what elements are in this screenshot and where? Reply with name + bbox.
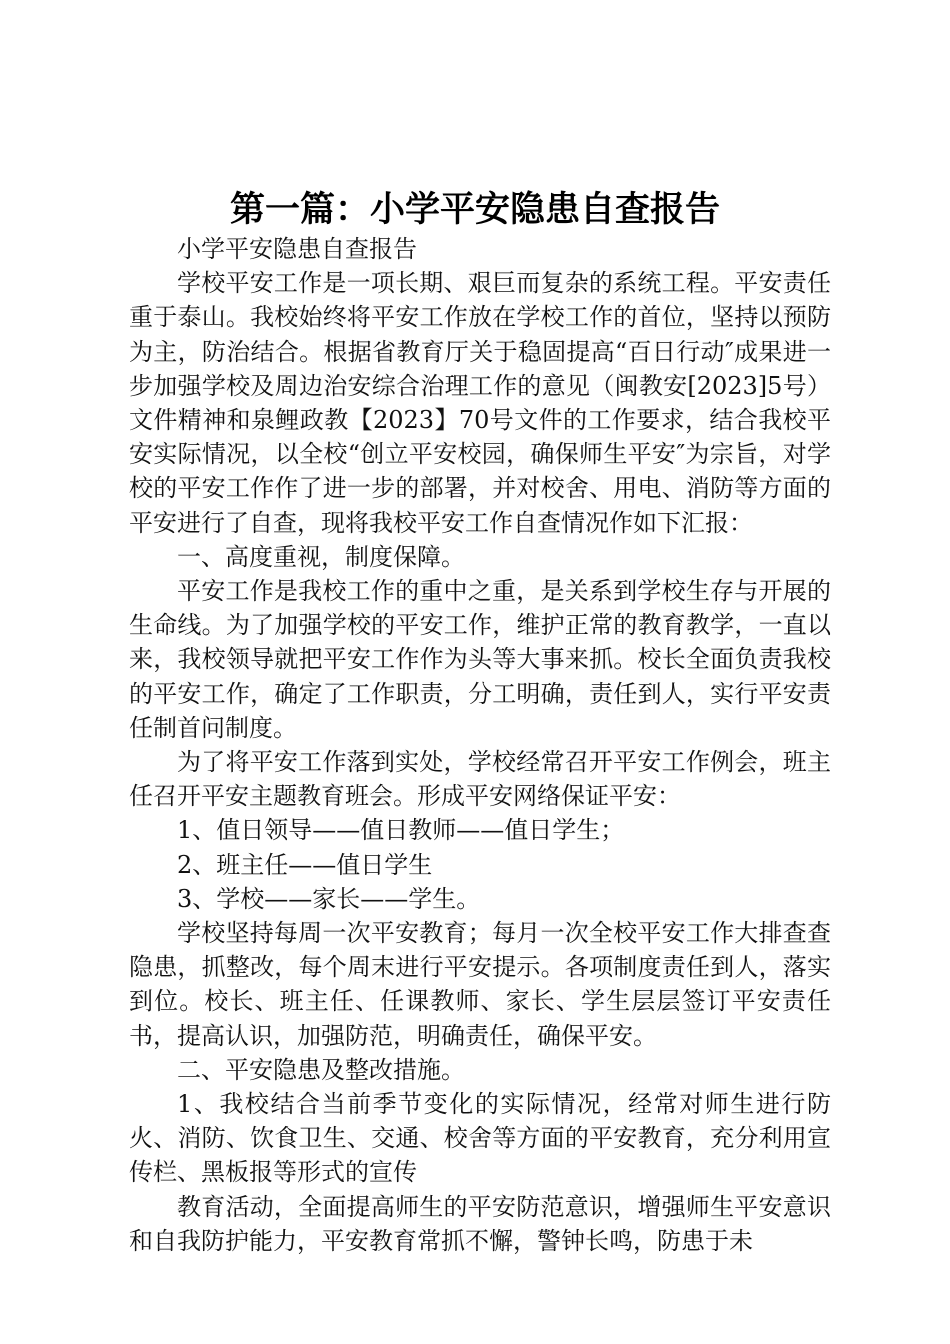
paragraph: 平安工作是我校工作的重中之重，是关系到学校生存与开展的生命线。为了加强学校的平安工作，维护正常的教育教学，一直以来，我校领导就把平安工作作为头等大事来抓。校长全面负责我校的平安工作，确定了工作职责，分工明确，责任到人，实行平安责任制首问制度。 xyxy=(129,577,831,742)
paragraph: 为了将平安工作落到实处，学校经常召开平安工作例会，班主任召开平安主题教育班会。形成平安网络保证平安： xyxy=(129,748,831,811)
document-body xyxy=(129,232,831,1258)
paragraph-subtitle: 小学平安隐患自查报告 xyxy=(177,235,417,263)
section-heading-2: 二、平安隐患及整改措施。 xyxy=(177,1055,465,1084)
list-item: 2、班主任——值日学生 xyxy=(177,850,433,879)
paragraph: 教育活动，全面提高师生的平安防范意识，增强师生平安意识和自我防护能力，平安教育常抓不懈，警钟长鸣，防患于未 xyxy=(129,1192,831,1255)
paragraph: 1、我校结合当前季节变化的实际情况，经常对师生进行防火、消防、饮食卫生、交通、校舍等方面的平安教育，充分利用宣传栏、黑板报等形式的宣传 xyxy=(129,1090,831,1187)
paragraph-intro: 学校平安工作是一项长期、艰巨而复杂的系统工程。平安责任重于泰山。我校始终将平安工作放在学校工作的首位，坚持以预防为主，防治结合。根据省教育厅关于稳固提高“百日行动″成果进一步加强学校及周边治安综合治理工作的意见（闽教安[2023]5号）文件精神和泉鲤政教【2023】70号文件的工作要求，结合我校平安实际情况，以全校“创立平安校园，确保师生平安″为宗旨，对学校的平安工作作了进一步的部署，并对校舍、用电、消防等方面的平安进行了自查，现将我校平安工作自查情况作如下汇报： xyxy=(129,269,831,537)
list-item: 1、值日领导——值日教师——值日学生； xyxy=(177,816,625,845)
document-title: 第一篇：小学平安隐患自查报告 xyxy=(229,189,720,230)
list-item: 3、学校——家长——学生。 xyxy=(177,884,481,913)
paragraph: 学校坚持每周一次平安教育；每月一次全校平安工作大排查查隐患，抓整改，每个周末进行平安提示。各项制度责任到人，落实到位。校长、班主任、任课教师、家长、学生层层签订平安责任书，提高认识，加强防范，明确责任，确保平安。 xyxy=(129,919,831,1050)
section-heading-1: 一、高度重视，制度保障。 xyxy=(177,542,465,571)
